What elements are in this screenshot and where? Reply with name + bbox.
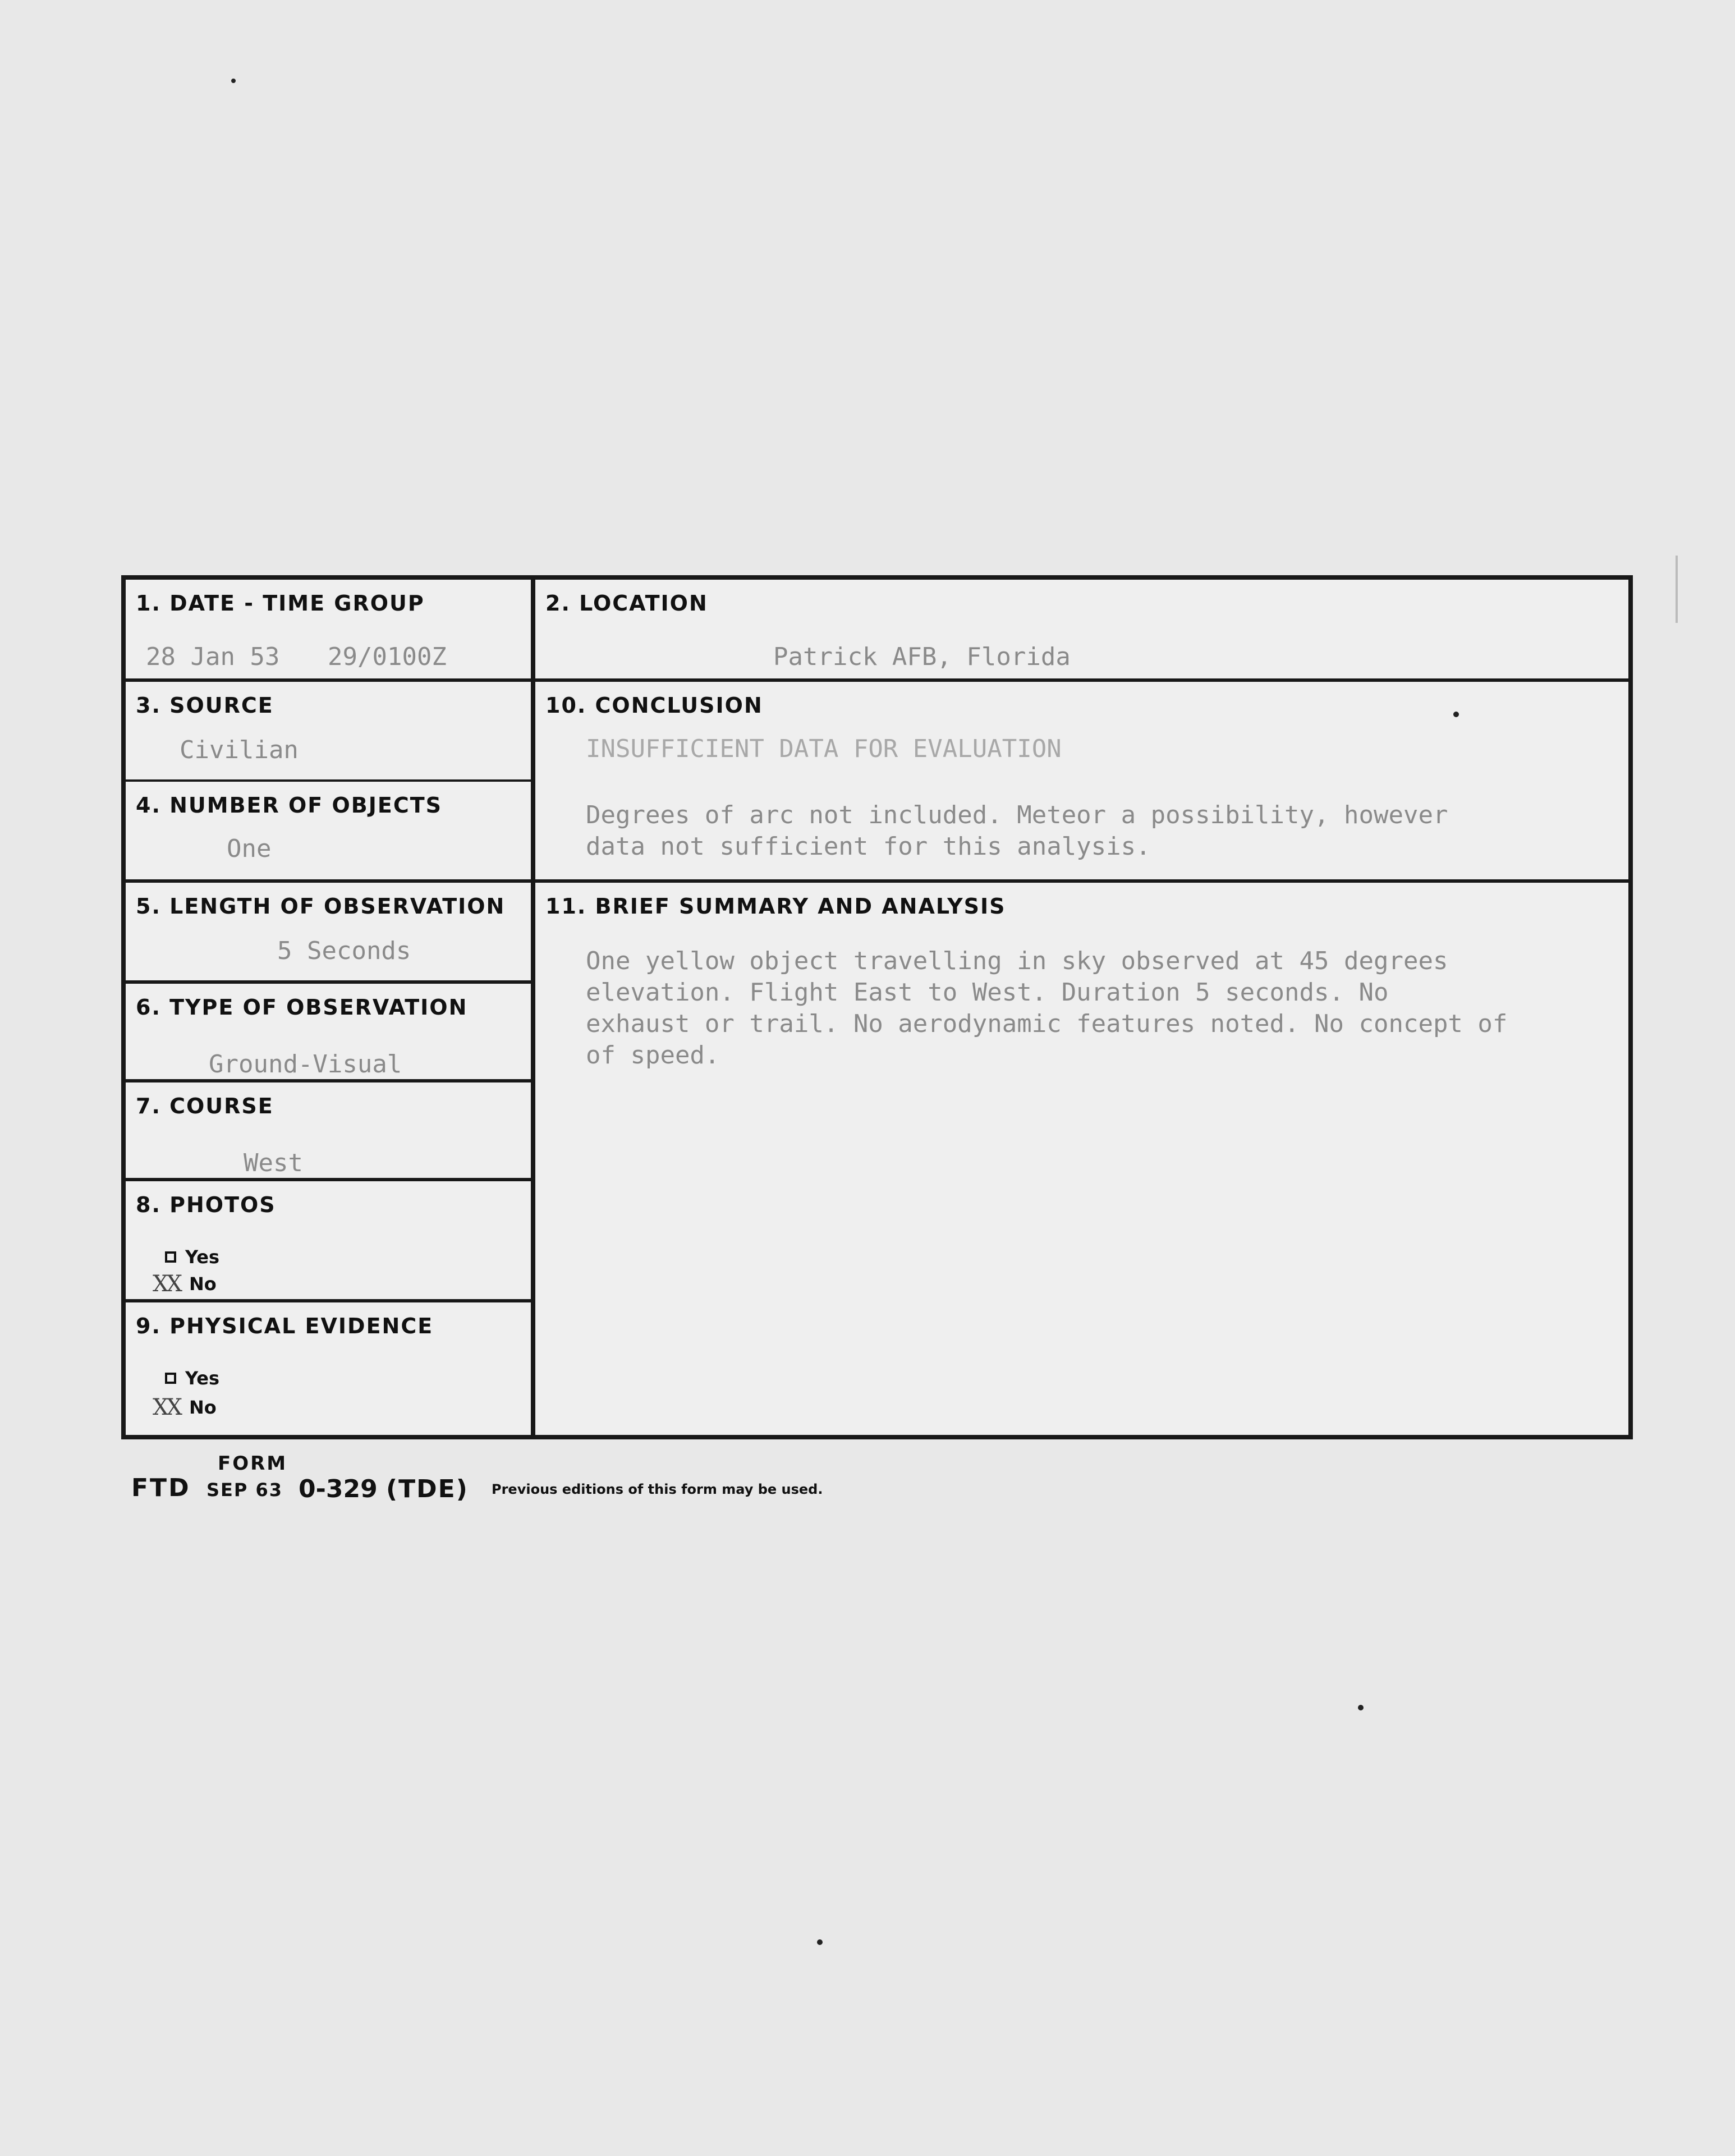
type-of-observation-value: Ground-Visual (209, 1050, 402, 1079)
source-cell (126, 682, 531, 782)
number-of-objects-label: 4. NUMBER OF OBJECTS (136, 793, 443, 818)
number-of-objects-cell (126, 782, 531, 883)
physical-evidence-no-mark: XX (153, 1394, 180, 1420)
conclusion-label: 10. CONCLUSION (545, 693, 763, 718)
course-label: 7. COURSE (136, 1094, 274, 1118)
summary-line: One yellow object travelling in sky observed at 45 degrees (586, 947, 1448, 975)
summary-text (586, 946, 1507, 1071)
number-of-objects-value: One (227, 834, 272, 863)
summary-cell (535, 883, 1628, 1435)
conclusion-text (586, 800, 1448, 863)
physical-evidence-no-label: No (189, 1397, 217, 1418)
summary-line: exhaust or trail. No aerodynamic features noted. No concept of (586, 1010, 1508, 1038)
date-value: 28 Jan 53 (146, 643, 280, 671)
summary-line: elevation. Flight East to West. Duration 5 seconds. No (586, 978, 1389, 1007)
summary-line: of speed. (586, 1041, 720, 1070)
footer-form-word: FORM (218, 1452, 288, 1475)
right-column (535, 580, 1628, 1435)
footer-ftd: FTD (131, 1474, 191, 1502)
type-of-observation-cell (126, 984, 531, 1082)
physical-evidence-cell (126, 1302, 531, 1435)
photos-no-label: No (189, 1273, 217, 1295)
time-value: 29/0100Z (328, 643, 447, 671)
location-value: Patrick AFB, Florida (773, 643, 1071, 671)
footer-office: (TDE) (386, 1475, 469, 1503)
conclusion-line: data not sufficient for this analysis. (586, 832, 1151, 861)
conclusion-cell (535, 682, 1628, 883)
course-cell (126, 1082, 531, 1181)
conclusion-headline: INSUFFICIENT DATA FOR EVALUATION (586, 735, 1062, 763)
date-time-label: 1. DATE - TIME GROUP (136, 591, 425, 616)
conclusion-line: Degrees of arc not included. Meteor a possibility, however (586, 801, 1448, 829)
date-time-cell (126, 580, 531, 682)
photos-yes-checkbox[interactable] (165, 1251, 176, 1263)
physical-evidence-yes-label: Yes (185, 1368, 219, 1389)
footer-form-number: 0-329 (299, 1475, 378, 1503)
photos-no-mark: XX (153, 1271, 180, 1297)
summary-label: 11. BRIEF SUMMARY AND ANALYSIS (545, 894, 1006, 919)
type-of-observation-label: 6. TYPE OF OBSERVATION (136, 995, 468, 1020)
course-value: West (244, 1149, 303, 1177)
source-label: 3. SOURCE (136, 693, 274, 718)
location-label: 2. LOCATION (545, 591, 708, 616)
photos-yes-option[interactable] (165, 1246, 219, 1268)
photos-yes-label: Yes (185, 1246, 219, 1268)
left-column (126, 580, 535, 1435)
ufo-report-form (121, 575, 1633, 1439)
footer-date-code: SEP 63 (206, 1479, 283, 1501)
physical-evidence-label: 9. PHYSICAL EVIDENCE (136, 1314, 434, 1338)
length-of-observation-label: 5. LENGTH OF OBSERVATION (136, 894, 506, 919)
photos-label: 8. PHOTOS (136, 1192, 276, 1217)
physical-evidence-yes-checkbox[interactable] (165, 1373, 176, 1384)
location-cell (535, 580, 1628, 682)
scan-speck (1453, 712, 1459, 717)
length-of-observation-value: 5 Seconds (277, 937, 411, 965)
footer-note: Previous editions of this form may be used. (492, 1481, 823, 1497)
physical-evidence-no-option[interactable] (153, 1394, 217, 1420)
scan-speck (817, 1939, 823, 1945)
scan-speck (1358, 1705, 1364, 1710)
scan-edge-mark (1676, 556, 1678, 623)
scan-speck (231, 79, 236, 83)
source-value: Civilian (180, 736, 299, 764)
length-of-observation-cell (126, 883, 531, 984)
physical-evidence-yes-option[interactable] (165, 1368, 219, 1389)
photos-cell (126, 1181, 531, 1302)
photos-no-option[interactable] (153, 1271, 217, 1297)
